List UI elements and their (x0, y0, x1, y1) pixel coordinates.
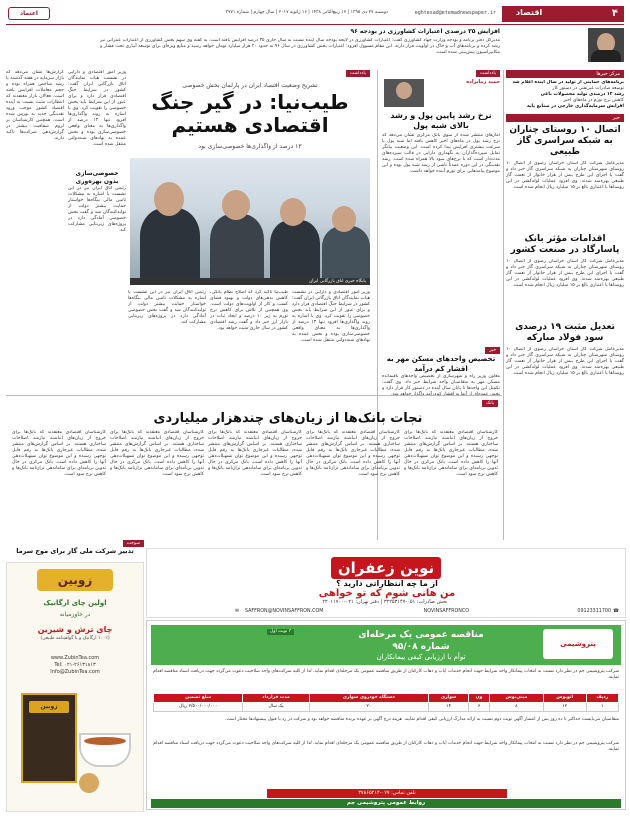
body-foolad: مدیرعامل شرکت گاز استان خراسان رضوی از اتصال ۱۰ روستای شهرستان چناران به شبکه سراسری گاز خبر داد و گفت با اجرای این طرح بیش از هزار خانوار از نعمت گاز طبیعی بهره‌مند شدند. وی افزود عملیات لوله‌کشی در این روستاها با اعتباری بالغ بر ۱۵ میلیارد ریال انجام شده است. (506, 347, 624, 376)
bank-body-3: کارشناسان اقتصادی معتقدند که بانک‌ها برای خروج از زیان‌های انباشته نیازمند اصلاحات ساختاری هستند. بر اساس گزارش‌های منتشر شده، مطالبات غیرجاری بانک‌ها به رقم قابل توجهی رسیده و این موضوع توان تسهیلات‌دهی آنها را کاهش داده است. بانک مرکزی در حال تدوین برنامه‌ای برای ساماندهی ترازنامه بانک‌ها و کاهش نرخ سود است. (208, 430, 302, 477)
tender-note-2: شرکت پتروشیمی جم در نظر دارد نسبت به انتخاب پیمانکار واجد شرایط جهت انجام خدمات ایاب و ذهاب کارکنان از طریق مناقصه عمومی یک مرحله‌ای اقدام نماید. لذا از کلیه شرکت‌های واجد صلاحیت دعوت می‌گردد جهت دریافت اسناد مناقصه اقدام نمایند. (153, 741, 619, 752)
brief-item[interactable]: کاهش نرخ تورم در ماه‌های اخیر (563, 98, 624, 103)
tea-email[interactable]: Info@ZubinTea.com (50, 669, 100, 675)
table-header: اتوبوس (543, 694, 586, 703)
bank-body-5: کارشناسان اقتصادی معتقدند که بانک‌ها برای خروج از زیان‌های انباشته نیازمند اصلاحات ساختاری هستند. بر اساس گزارش‌های منتشر شده، مطالبات غیرجاری بانک‌ها به رقم قابل توجهی رسیده و این موضوع توان تسهیلات‌دهی آنها را کاهش داده است. بانک مرکزی در حال تدوین برنامه‌ای برای ساماندهی ترازنامه بانک‌ها و کاهش نرخ سود است. (12, 430, 106, 477)
biscuit-image (79, 773, 99, 793)
tea-line2: در خاورمیانه (59, 611, 91, 618)
note-title[interactable]: نرخ رشد پایین پول و رشد بالای شبه پول (390, 111, 492, 130)
bank-body-4: کارشناسان اقتصادی معتقدند که بانک‌ها برای خروج از زیان‌های انباشته نیازمند اصلاحات ساختاری هستند. بر اساس گزارش‌های منتشر شده، مطالبات غیرجاری بانک‌ها به رقم قابل توجهی رسیده و این موضوع توان تسهیلات‌دهی آنها را کاهش داده است. بانک مرکزی در حال تدوین برنامه‌ای برای ساماندهی ترازنامه بانک‌ها و کاهش نرخ سود است. (110, 430, 204, 477)
bank-tag: بانک (482, 400, 498, 407)
brief-item[interactable]: برنامه‌های حمایتی از تولید در سال آینده اعلام شد (512, 80, 624, 85)
tea-line4: (۱۰۰٪ ارگانیک و با گواهینامه طبیعی) (40, 636, 110, 641)
email-icon: ✉ (235, 609, 240, 614)
table-header: ون (469, 694, 490, 703)
saffron-email[interactable]: SAFFRON@NOVINSAFFRON.COM (245, 609, 324, 614)
lead-body-left2: وزیر امور اقتصادی و دارایی در نشست هیات نمایندگان اتاق بازرگانی ایران گفت: کشور در شرایط جنگ اقتصادی قرار دارد و برای عبور از این شرایط باید بخش خصوصی را تقویت کرد. وی با اشاره به روند واگذاری‌ها افزود تنها ۱۳ درصد از واگذاری‌ها به معنای واقعی خصوصی‌سازی بوده و بخش عمده به نهادهای شبه‌دولتی منتقل شده است. (68, 70, 126, 147)
table-cell: ۸ (490, 703, 544, 712)
saffron-question: از ما چه انتظاراتی دارید ؟ (336, 579, 438, 588)
table-cell: ۱۴ (429, 703, 469, 712)
lead-subtitle: ۱۳ درصد از واگذاری‌ها خصوصی‌سازی بود (198, 143, 302, 150)
tender-banner (151, 625, 621, 665)
lead-story (6, 70, 370, 390)
brief-list (506, 80, 624, 110)
gas-headline[interactable]: تدبیر شرکت ملی گاز برای موج سرما (16, 547, 134, 555)
saffron-slogan: من هانی شوم که تو خواهی (318, 588, 456, 599)
news-tag: خبر (485, 347, 500, 354)
tea-tel[interactable]: Tel: ۰۲۱-۲۶۱۳۱۸۱۳ (54, 662, 96, 668)
page-number: ۴ (611, 8, 618, 19)
housing-title[interactable]: تخصیص واحدهای مسکن مهر به اقشار کم درآمد (386, 355, 496, 373)
table-cell: ۱ (586, 703, 618, 712)
gas-tag: سوخت (123, 540, 144, 547)
lead-photo (130, 158, 370, 278)
table-cell: ۲/۵۰۰/۰۰۰/۰۰۰ ریال (154, 703, 243, 712)
bank-story (6, 400, 498, 540)
column-divider (503, 70, 504, 540)
tea-logo: زوبین (37, 569, 113, 591)
photo-caption: پایگاه خبری اتاق بازرگانی ایران (130, 278, 370, 285)
top-summary (100, 28, 500, 64)
tender-line3: توأم با ارزیابی کیفی پیمانکاران (376, 653, 466, 661)
tender-intro: شرکت پتروشیمی جم در نظر دارد نسبت به انتخاب پیمانکار واجد شرایط جهت انجام خدمات ایاب و ذهاب کارکنان از طریق مناقصه عمومی یک مرحله‌ای اقدام نماید. لذا از کلیه شرکت‌های واجد صلاحیت دعوت می‌گردد جهت دریافت اسناد مناقصه اقدام نمایند. (153, 669, 619, 680)
top-summary-title: افزایش ۳۵ درصدی اعتبارات کشاورزی در بودجه ۹۶ (350, 28, 500, 35)
lead-body-2: طیب‌نیا تاکید کرد که اصلاح نظام بانکی، کاهش بدهی‌های دولت و بهبود فضای کسب و کار از اولویت‌های دولت است. وی همچنین از تلاش برای کاهش نرخ تورم به زیر ۱۰ درصد و ایجاد ثبات در بازار ارز خبر داد و گفت رشد اقتصادی کشور در سال جاری مثبت خواهد بود. (210, 290, 288, 331)
issue-date: دوشنبه ۲۷ دی ۱۳۹۵ | ۱۷ ربیع‌الثانی ۱۴۳۸ | ۱۶ ژانویه ۲۰۱۷ | سال چهارم | شماره ۳۷۷۱ (225, 10, 388, 15)
tea-contact (15, 655, 135, 676)
mobile-number[interactable]: 09123311700 (577, 609, 611, 614)
note-body: آمارهای منتشر شده از سوی بانک مرکزی نشان می‌دهد که نرخ رشد پول در ماه‌های اخیر کاهش یافته اما شبه پول با سرعت بیشتری افزایش پیدا کرده است. این وضعیت بیانگر تمایل سپرده‌گذاران به نگهداری دارایی در قالب سپرده‌های مدت‌دار است که با نرخ‌های سود بالا همراه شده است. رشد نقدینگی در این دوره عمدتاً ناشی از رشد شبه پول بوده و این موضوع پیامدهایی برای تورم آینده خواهد داشت. (382, 133, 500, 174)
table-row (154, 703, 619, 712)
note-tag: یادداشت (476, 70, 500, 77)
tender-footer: روابط عمومی پتروشیمی جم (151, 799, 621, 808)
header-rule (6, 24, 624, 25)
table-header: سواری (429, 694, 469, 703)
tea-box-image (21, 693, 77, 783)
lead-body-left: گزارش‌ها نشان می‌دهد که بازار سرمایه در هفته گذشته با رشد شاخص همراه بوده و حجم معاملات افزایش یافته است. فعالان بازار معتقدند که انتظارات مثبت نسبت به آینده اقتصاد کشور موجب ورود نقدینگی جدید به بورس شده است. همچنین کارشناسان بر لزوم شفافیت بیشتر در گزارش‌دهی شرکت‌ها تاکید دارند. (6, 70, 64, 141)
brief-item[interactable]: توسعه صادرات غیرنفتی در دستور کار (552, 86, 624, 91)
social-handle[interactable]: NOVINSAFFRONCO (423, 609, 469, 614)
lead-tag: یادداشت (346, 70, 370, 77)
section-name: اقتصاد (516, 8, 543, 17)
news-bar: خبر (506, 114, 624, 122)
tender-line2: شماره ۹۵/۰۸ (392, 642, 450, 652)
tea-web[interactable]: www.ZubinTea.com (50, 655, 100, 661)
saffron-contacts (155, 609, 619, 617)
bank-body-1: کارشناسان اقتصادی معتقدند که بانک‌ها برای خروج از زیان‌های انباشته نیازمند اصلاحات ساختاری هستند. بر اساس گزارش‌های منتشر شده، مطالبات غیرجاری بانک‌ها به رقم قابل توجهی رسیده و این موضوع توان تسهیلات‌دهی آنها را کاهش داده است. بانک مرکزی در حال تدوین برنامه‌ای برای ساماندهی ترازنامه بانک‌ها و کاهش نرخ سود است. (404, 430, 498, 477)
lead-headline[interactable]: طیب‌نیا: در گیر جنگ اقتصادی هستیم (151, 90, 349, 137)
table-header: مدت قرارداد (243, 694, 309, 703)
table-header: ردیف (586, 694, 618, 703)
brief-item[interactable]: رشد ۱۲ درصدی تولید محصولات باغی (540, 92, 624, 97)
saffron-phones: بخش صادرات: ۰۵۱-۳۲۲۵۳۱۴۷ | دفتر تهران: ۰۲۱-۲۲۰۱۱۷۰۰ (322, 599, 448, 605)
tender-line1: مناقصه عمومی یک مرحله‌ای (358, 630, 484, 640)
brief-item[interactable]: افزایش سرمایه‌گذاری خارجی در صنایع پایه (527, 104, 624, 109)
tea-line3: چای ترش و شیرین (37, 625, 113, 634)
section-box (502, 6, 624, 22)
tea-cup-image (79, 733, 131, 767)
table-header: مینی‌بوس (490, 694, 544, 703)
table-header: مبلغ تضمین (154, 694, 243, 703)
tender-logo: پتروشیمی (543, 629, 613, 659)
right-column (506, 70, 624, 405)
table-cell: ۱۲ (543, 703, 586, 712)
briefs-bar: مرکز خبرها (506, 70, 624, 78)
tender-table (153, 693, 619, 712)
table-cell: یک سال (243, 703, 309, 712)
page-header (6, 6, 624, 22)
saffron-ad[interactable] (146, 548, 626, 618)
lead-body-1: وزیر امور اقتصادی و دارایی در نشست هیات نمایندگان اتاق بازرگانی ایران گفت: کشور در شرایط جنگ اقتصادی قرار دارد و برای عبور از این شرایط باید بخش خصوصی را تقویت کرد. وی با اشاره به روند واگذاری‌ها افزود تنها ۱۳ درصد از واگذاری‌ها به معنای واقعی خصوصی‌سازی بوده و بخش عمده به نهادهای شبه‌دولتی منتقل شده است. (292, 290, 370, 343)
author-photo (384, 79, 424, 107)
section-email[interactable]: eghtesad@etemadnewspaper.ir (414, 10, 496, 16)
table-cell: ۲۰ (309, 703, 428, 712)
housing-body: معاون وزیر راه و شهرسازی از تخصیص واحدهای باقیمانده مسکن مهر به متقاضیان واجد شرایط خبر داد. وی گفت: تکمیل این واحدها تا پایان سال آینده در دستور کار قرار دارد و (382, 374, 500, 391)
bank-headline[interactable]: نجات بانک‌ها از زیان‌های چندهزار میلیاردی (153, 411, 423, 426)
tender-phone[interactable]: تلفن تماس: ۰۷۷-۳۷۸۶۵۲۱۴ (267, 789, 507, 798)
tender-tag: ۳ نوبت اول (267, 629, 294, 635)
tender-ad[interactable] (146, 620, 626, 810)
headline-pasargad[interactable]: اقدامات مؤثر بانک پاسارگاد در صنعت کشور (510, 234, 620, 255)
tea-line1: اولین چای ارگانیک (43, 599, 107, 607)
lead-kicker: تشریح وضعیت اقتصاد ایران در پارلمان بخش خصوصی (182, 82, 318, 89)
saffron-logo: نوین زعفران (331, 557, 441, 579)
top-summary-body: مدیرکل دفتر برنامه و بودجه وزارت جهاد کشاورزی گفت: اعتبارات کشاورزی در لایحه بودجه سال آینده نسبت به سال جاری ۳۵ درصد افزایش یافته است. به گفته وی سهم بخش کشاورزی از اعتبارات عمرانی نیز رشد کرده و برنامه‌های آب و خاک در اولویت قرار دارند. این مقام مسوول افزود: اعتبارات بخش کشاورزی در سال ۹۶ به حدود ۲۰ هزار میلیارد تومان خواهد رسید و منابع ویژه‌ای برای توسعه آبیاری تحت فشار و مکانیزاسیون پیش‌بینی شده است. (100, 38, 500, 56)
author-name: حمید زمانزاده (466, 79, 500, 85)
body-pasargad: مدیرعامل شرکت گاز استان خراسان رضوی از اتصال ۱۰ روستای شهرستان چناران به شبکه سراسری گاز خبر داد و گفت با اجرای این طرح بیش از هزار خانوار از نعمت گاز طبیعی بهره‌مند شدند. وی افزود عملیات لوله‌کشی در این روستاها با اعتباری بالغ بر ۱۵ میلیارد ریال انجام شده است. (506, 259, 624, 288)
headline-foolad[interactable]: تعدیل مثبت ۱۹ درصدی سود فولاد مبارکه (515, 322, 615, 343)
tea-ad[interactable] (6, 562, 144, 812)
tender-note: متقاضیان می‌بایست حداکثر تا ده روز پس از انتشار آگهی نوبت دوم نسبت به ارائه مدارک ارزیابی کیفی اقدام نمایند. هزینه درج آگهی بر عهده برنده مناقصه خواهد بود و شرکت در رد یا قبول پیشنهادها مختار است. (225, 717, 619, 722)
bank-body-2: کارشناسان اقتصادی معتقدند که بانک‌ها برای خروج از زیان‌های انباشته نیازمند اصلاحات ساختاری هستند. بر اساس گزارش‌های منتشر شده، مطالبات غیرجاری بانک‌ها به رقم قابل توجهی رسیده و این موضوع توان تسهیلات‌دهی آنها را کاهش داده است. بانک مرکزی در حال تدوین برنامه‌ای برای ساماندهی ترازنامه بانک‌ها و کاهش نرخ سود است. (306, 430, 400, 477)
table-cell: ۶ (469, 703, 490, 712)
tea-box-label: زوبین (29, 701, 69, 713)
lead-body-3: رئیس اتاق ایران نیز در این نشست با اشاره به مشکلات تامین مالی بنگاه‌ها خواستار حمایت بیشتر دولت از تولیدکنندگان شد و گفت بخش خصوصی آمادگی دارد در پروژه‌های زیربنایی مشارکت کند. (128, 290, 206, 325)
body-gas: مدیرعامل شرکت گاز استان خراسان رضوی از اتصال ۱۰ روستای شهرستان چناران به شبکه سراسری گاز خبر داد و گفت با اجرای این طرح بیش از هزار خانوار از نعمت گاز طبیعی بهره‌مند شدند. وی افزود عملیات لوله‌کشی در این روستاها با اعتباری بالغ بر ۱۵ میلیارد ریال انجام شده است. (506, 161, 624, 190)
headline-gas[interactable]: اتصال ۱۰ روستای چناران به شبکه سراسری گاز طبیعی (509, 125, 621, 157)
table-header: دستگاه خودروی سواری (309, 694, 428, 703)
lead-byline: خصوصی‌سازی بدون بهره‌وری (75, 170, 119, 186)
phone-icon: ☎ (613, 609, 619, 614)
author-photo-top (588, 28, 624, 62)
newspaper-logo: اعتماد (8, 7, 50, 20)
gas-section (6, 540, 144, 556)
section-rule (6, 395, 502, 396)
lead-body-side: رئیس اتاق ایران نیز در این نشست با اشاره به مشکلات تامین مالی بنگاه‌ها خواستار حمایت بیشتر دولت از تولیدکنندگان شد و گفت بخش خصوصی آمادگی دارد در پروژه‌های زیربنایی مشارکت کند. (68, 186, 126, 234)
